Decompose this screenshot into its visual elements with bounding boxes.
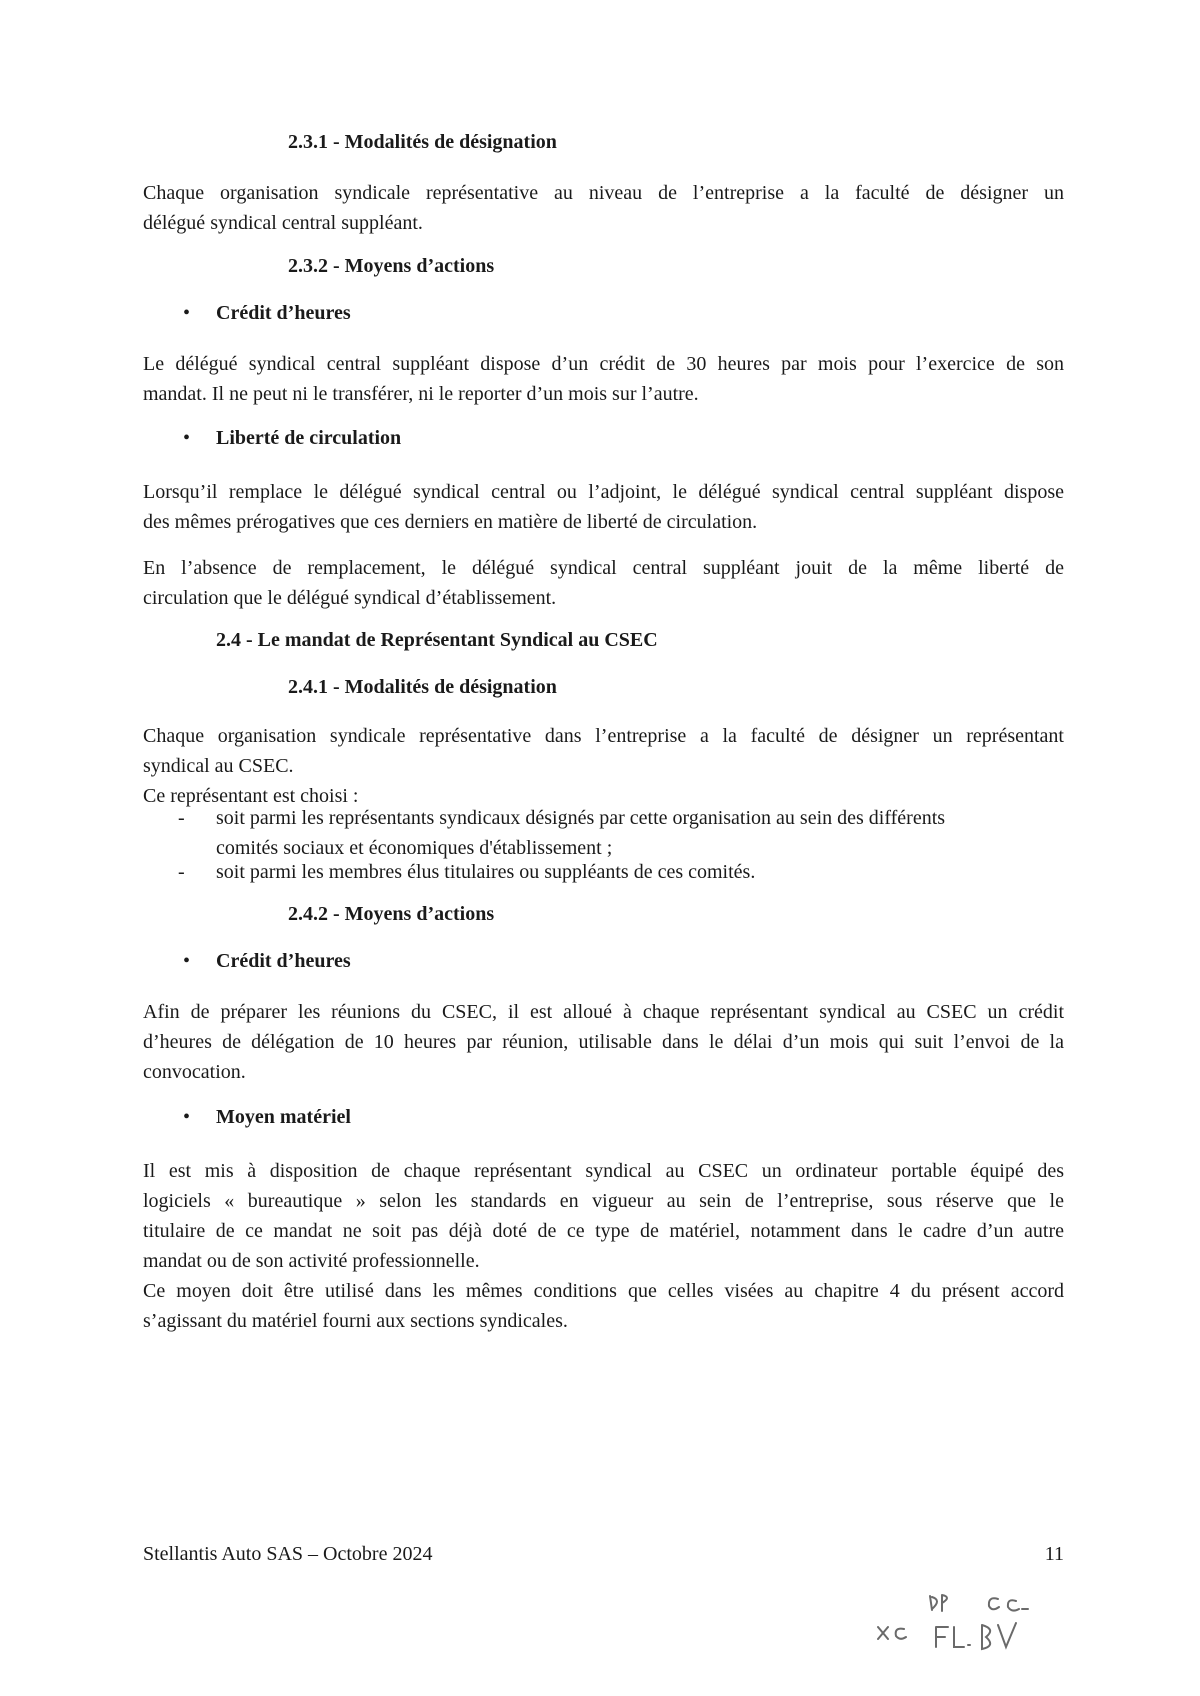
- dash-icon: -: [178, 861, 185, 883]
- initials-xc: [878, 1627, 906, 1639]
- paragraph-credit-heures: [143, 349, 1064, 409]
- heading-2-4-1: 2.4.1 - Modalités de désignation: [288, 676, 557, 698]
- bullet-label: Crédit d’heures: [216, 302, 351, 324]
- paragraph-line: Ce représentant est choisi :: [143, 785, 359, 807]
- footer-company-date: Stellantis Auto SAS – Octobre 2024: [143, 1543, 433, 1565]
- dash-icon: -: [178, 807, 185, 829]
- paragraph-line: Il est mis à disposition de chaque représentant syndical au CSEC un ordinateur portable équipé des: [143, 1160, 1064, 1182]
- paragraph-liberte-circulation: [143, 477, 1064, 537]
- heading-2-4: 2.4 - Le mandat de Représentant Syndical au CSEC: [216, 629, 658, 651]
- paragraph-line: circulation que le délégué syndical d’établissement.: [143, 587, 557, 609]
- heading-2-4-2: 2.4.2 - Moyens d’actions: [288, 903, 495, 925]
- paragraph-2-3-1: [143, 178, 1064, 238]
- bullet-label: Moyen matériel: [216, 1106, 351, 1128]
- paragraph-line: logiciels « bureautique » selon les standards en vigueur au sein de l’entreprise, sous réserve que le: [143, 1190, 1064, 1212]
- initials-oc: [989, 1598, 1028, 1610]
- bullet-icon: •: [183, 1106, 191, 1128]
- paragraph-line: d’heures de délégation de 10 heures par réunion, utilisable dans le délai d’un mois qui suit l’envoi de la: [143, 1031, 1064, 1053]
- bullet-icon: •: [183, 427, 191, 449]
- heading-2-3-2: 2.3.2 - Moyens d’actions: [288, 255, 495, 277]
- paragraph-line: Ce moyen doit être utilisé dans les mêmes conditions que celles visées au chapitre 4 du présent accord: [143, 1280, 1064, 1302]
- paragraph-line: convocation.: [143, 1061, 246, 1083]
- paragraph-line: Afin de préparer les réunions du CSEC, il est alloué à chaque représentant syndical au CSEC un crédit: [143, 1001, 1064, 1023]
- bullet-icon: •: [183, 950, 191, 972]
- paragraph-absence-remplacement: [143, 553, 1064, 613]
- initials-bv: [982, 1623, 1016, 1649]
- initials-dp: [930, 1595, 947, 1611]
- paragraph-credit-heures-csec: [143, 997, 1064, 1087]
- bullet-label: Liberté de circulation: [216, 427, 402, 449]
- heading-2-3-1: 2.3.1 - Modalités de désignation: [288, 131, 557, 153]
- handwritten-initials: [870, 1585, 1070, 1660]
- document-page: [143, 0, 1064, 1696]
- paragraph-line: Lorsqu’il remplace le délégué syndical central ou l’adjoint, le délégué syndical central suppléant dispose: [143, 481, 1064, 503]
- paragraph-line: délégué syndical central suppléant.: [143, 212, 423, 234]
- paragraph-line: titulaire de ce mandat ne soit pas déjà doté de ce type de matériel, notamment dans le cadre d’un autre: [143, 1220, 1064, 1242]
- paragraph-line: Chaque organisation syndicale représentative au niveau de l’entreprise a la faculté de désigner un: [143, 182, 1064, 204]
- paragraph-2-4-1: [143, 721, 1064, 811]
- initials-fl: [936, 1627, 970, 1647]
- list-item: soit parmi les membres élus titulaires ou suppléants de ces comités.: [216, 861, 756, 883]
- paragraph-line: mandat ou de son activité professionnelle.: [143, 1250, 480, 1272]
- bullet-icon: •: [183, 302, 191, 324]
- paragraph-line: Le délégué syndical central suppléant dispose d’un crédit de 30 heures par mois pour l’exercice de son: [143, 353, 1064, 375]
- paragraph-line: mandat. Il ne peut ni le transférer, ni le reporter d’un mois sur l’autre.: [143, 383, 699, 405]
- paragraph-line: Chaque organisation syndicale représentative dans l’entreprise a la faculté de désigner un représentant: [143, 725, 1064, 747]
- bullet-label: Crédit d’heures: [216, 950, 351, 972]
- footer-page-number: 11: [1044, 1543, 1064, 1565]
- paragraph-line: syndical au CSEC.: [143, 755, 294, 777]
- list-item-line: comités sociaux et économiques d'établissement ;: [216, 837, 613, 859]
- paragraph-line: En l’absence de remplacement, le délégué syndical central suppléant jouit de la même liberté de: [143, 557, 1064, 579]
- paragraph-moyen-materiel: [143, 1156, 1064, 1336]
- list-item-line: soit parmi les représentants syndicaux désignés par cette organisation au sein des différents: [216, 807, 946, 829]
- paragraph-line: s’agissant du matériel fourni aux sections syndicales.: [143, 1310, 568, 1332]
- paragraph-line: des mêmes prérogatives que ces derniers en matière de liberté de circulation.: [143, 511, 758, 533]
- list-item: [216, 803, 1064, 863]
